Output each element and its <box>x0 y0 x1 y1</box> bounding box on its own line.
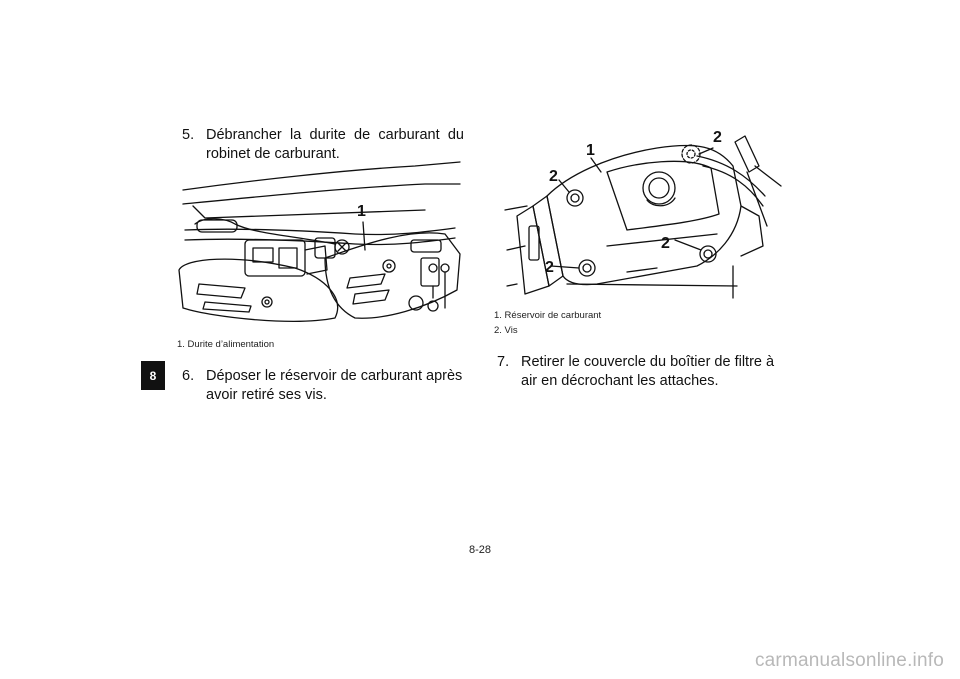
step-text: Débrancher la durite de carburant du robinet de carburant. <box>206 127 464 162</box>
legend-right <box>494 308 601 338</box>
callout-2-middle-right: 2 <box>661 235 670 252</box>
watermark: carmanualsonline.info <box>754 650 944 671</box>
legend-left <box>177 337 274 352</box>
step-text: Déposer le réservoir de carburant après avoir retiré ses vis. <box>206 368 463 403</box>
legend-item-1: 1. Durite d’alimentation <box>177 339 275 350</box>
callout-2-top-right: 2 <box>713 129 722 146</box>
step-7 <box>497 353 787 391</box>
step-number: 5. <box>182 127 195 143</box>
page-number: 8-28 <box>468 544 492 556</box>
legend-item-1: 1. Réservoir de carburant <box>494 310 602 321</box>
fuel-hose-illustration <box>175 158 465 333</box>
step-6 <box>182 367 466 405</box>
step-number: 6. <box>182 368 195 384</box>
step-text: Retirer le couvercle du boîtier de filtre à air en décrochant les attaches. <box>521 354 775 389</box>
callout-1-right: 1 <box>586 142 595 159</box>
fuel-tank-illustration <box>497 126 787 306</box>
callout-2-top-left: 2 <box>549 168 558 185</box>
callout-1-left: 1 <box>357 203 366 220</box>
step-number: 7. <box>497 354 510 370</box>
callout-2-bottom-left: 2 <box>545 259 554 276</box>
legend-item-2: 2. Vis <box>494 325 518 336</box>
chapter-tab: 8 <box>141 361 165 390</box>
